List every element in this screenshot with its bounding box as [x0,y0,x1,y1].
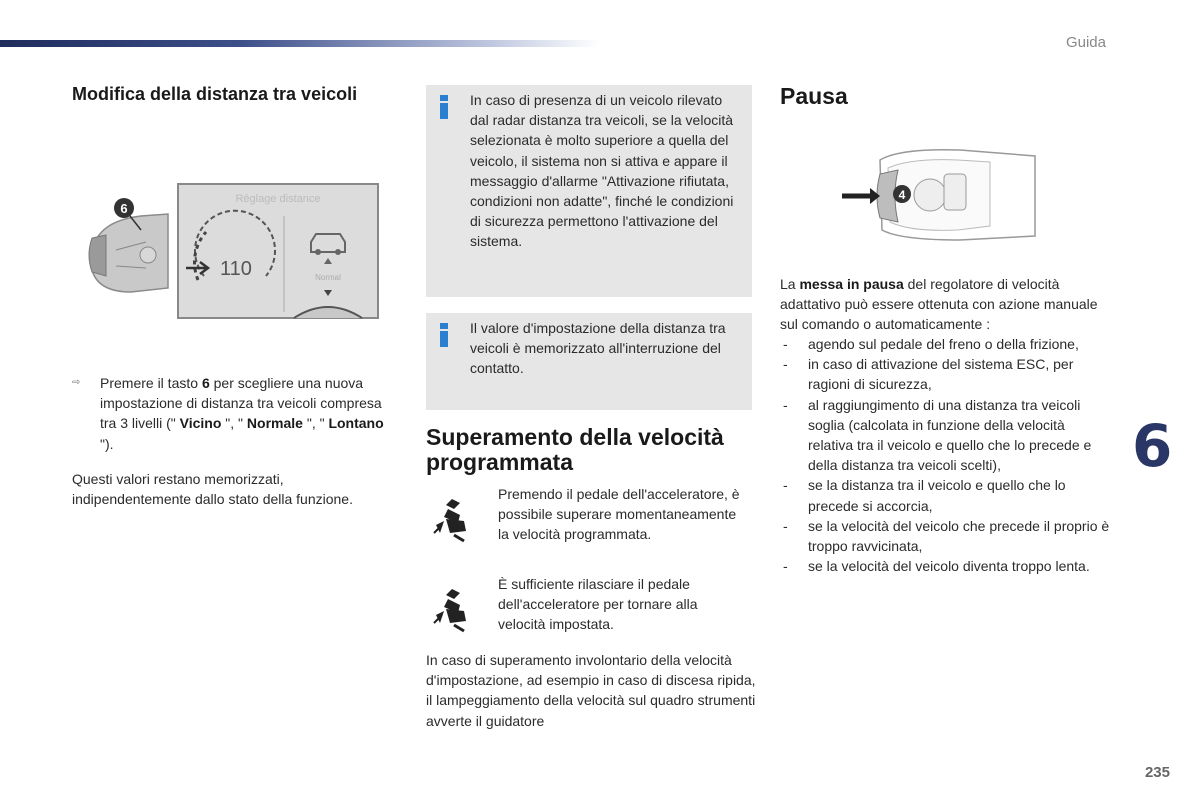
overspeed-paragraph: In caso di superamento involontario della velocità d'impostazione, ad esempio in caso di discesa ripida, il lampeggiamento della velocità sul quadro strumenti avverte il guidatore [426,652,756,729]
list-item: - in caso di attivazione del sistema ESC, per ragioni di sicurezza, [783,356,1074,393]
header-bar [0,40,600,47]
pause-intro: La messa in pausa del regolatore di velocità adattativo può essere ottenuta con azione manuale sul comando o automaticamente : [780,276,1098,333]
overspeed-heading: Superamento della velocità programmata [426,424,724,475]
info-box-radar [426,85,752,297]
section-title: Guida [1065,34,1106,51]
list-item: - se la distanza tra il veicolo e quello che lo precede si accorcia, [783,477,1066,514]
info-box-memory [426,313,752,410]
info-text-radar: In caso di presenza di un veicolo rilevato dal radar distanza tra veicoli, se la velocità selezionata è molto superiore a quella del veicolo, il sistema non si attiva e appare il messaggio d'allarme "Attivazione rifiutata, condizioni non adatte", finché le condizioni di sicurezza permettono l'attivazione del sistema. [470,92,734,250]
info-icon [440,95,448,119]
screen-speed: 110 [220,258,252,280]
screen-title: Réglage distance [235,193,321,205]
list-item: - al raggiungimento di una distanza tra veicoli soglia (calcolata in funzione della velocità relativa tra il veicolo e quello che lo precede e della distanza tra veicoli scelti), [783,396,1092,474]
info-icon [440,323,448,347]
pedal-press-text: Premendo il pedale dell'acceleratore, è possibile superare momentaneamente la velocità programmata. [498,486,740,543]
chapter-number: 6 [1132,412,1173,480]
pause-control-illustration [840,140,1040,246]
pause-heading: Pausa [780,83,848,109]
button-4-number: 4 [898,188,906,202]
pedal-release-text: È sufficiente rilasciare il pedale dell'acceleratore per tornare alla velocità impostata. [498,576,698,633]
memory-paragraph: Questi valori restano memorizzati, indipendentemente dallo stato della funzione. [72,471,353,508]
distance-setting-illustration [86,180,382,322]
screen-level: Normal [315,273,341,282]
page-number: 235 [1144,764,1170,781]
info-text-memory: Il valore d'impostazione della distanza tra veicoli è memorizzato all'interruzione del contatto. [470,320,726,377]
button-6-number: 6 [120,201,128,216]
step-marker: ⇨ [72,377,81,388]
list-item: - agendo sul pedale del freno o della frizione, [783,336,1079,352]
pedal-release-icon [430,585,478,633]
distance-heading: Modifica della distanza tra veicoli [72,84,358,104]
step-instruction: ⇨ Premere il tasto 6 per scegliere una nuova impostazione di distanza tra veicoli compresa tra 3 livelli (" Vicino ", " Normale ", " Lontano "). [72,375,384,452]
list-item: - se la velocità del veicolo che precede il proprio è troppo ravvicinata, [783,517,1110,555]
pedal-press-icon [430,495,478,543]
pause-conditions-list [780,334,1112,576]
list-item: - se la velocità del veicolo diventa troppo lenta. [783,558,1090,575]
